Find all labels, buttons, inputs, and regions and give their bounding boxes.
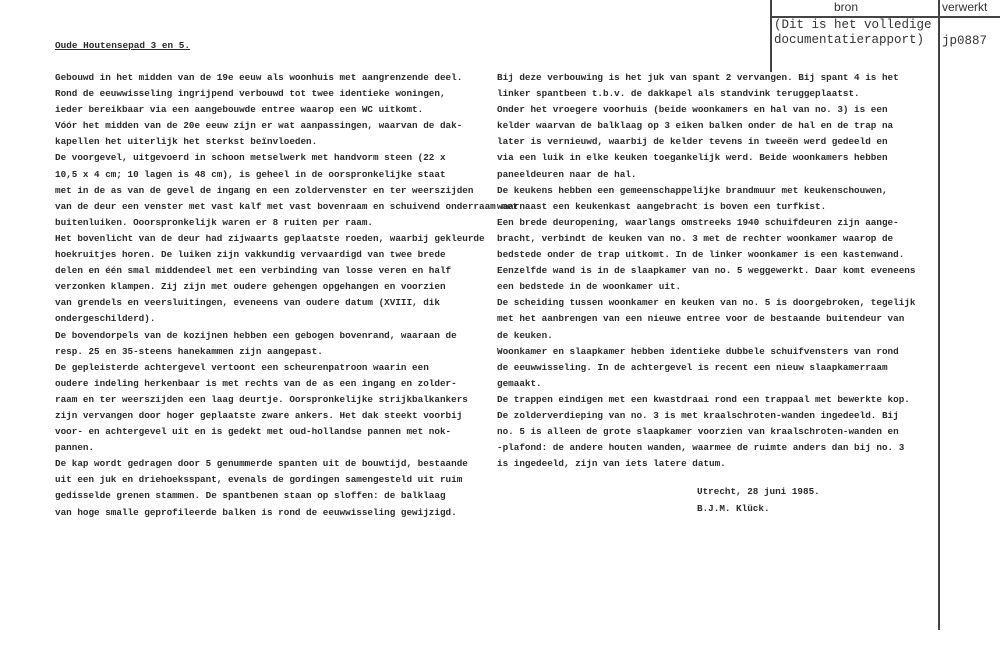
text-line: ondergeschilderd). <box>55 313 156 325</box>
text-line: verzonken klampen. Zij zijn met oudere gehengen opgehangen en voorzien <box>55 281 446 293</box>
text-line: waarnaast een keukenkast aangebracht is boven een turfkist. <box>497 200 827 212</box>
text-line: van grendels en veersluitingen, eveneens van oudere datum (XVIII, dik <box>55 297 440 309</box>
text-line: -plafond: de andere houten wanden, waarmee de ruimte anders dan bij no. 3 <box>497 442 905 454</box>
text-line: later is vernieuwd, waarbij de kelder tevens in tweeën werd gedeeld en <box>497 136 888 148</box>
text-line: 10,5 x 4 cm; 10 lagen is 48 cm), is geheel in de oorspronkelijke staat <box>55 168 446 180</box>
text-line: uit een juk en driehoeksspant, evenals de gordingen samengesteld uit ruim <box>55 474 463 486</box>
text-line: gemaakt. <box>497 377 542 389</box>
text-line: Rond de eeuwwisseling ingrijpend verbouwd tot twee identieke woningen, <box>55 88 446 100</box>
text-line: van hoge smalle geprofileerde balken is rond de eeuwwisseling gewijzigd. <box>55 506 457 518</box>
stamp-verwerkt-text: jp0887 <box>942 34 988 48</box>
text-line: gedisselde grenen stammen. De spantbenen staan op sloffen: de balklaag <box>55 490 446 502</box>
author-signature: B.J.M. Klück. <box>697 503 770 514</box>
place-date: Utrecht, 28 juni 1985. <box>697 486 820 497</box>
text-line: Het bovenlicht van de deur had zijwaarts geplaatste roeden, waarbij gekleurde <box>55 232 485 244</box>
text-line: kelder waarvan de balklaag op 3 eiken balken onder de hal en de trap na <box>497 120 894 132</box>
text-line: Vóór het midden van de 20e eeuw zijn er wat aanpassingen, waarvan de dak- <box>55 120 463 132</box>
text-line: Gebouwd in het midden van de 19e eeuw als woonhuis met aangrenzende deel. <box>55 72 463 83</box>
text-line: hoekruitjes horen. De luiken zijn vakkundig vervaardigd van twee brede <box>55 249 446 261</box>
text-line: De keukens hebben een gemeenschappelijke brandmuur met keukenschouwen, <box>497 184 888 196</box>
text-line: Bij deze verbouwing is het juk van spant 2 vervangen. Bij spant 4 is het <box>497 72 899 83</box>
text-line: ieder bereikbaar via een aangebouwde entree waarop een WC uitkomt. <box>55 104 424 116</box>
text-line: een bedstede in de woonkamer uit. <box>497 281 682 293</box>
text-line: raam en ter weerszijden een laag deurtje. Oorspronkelijke strijkbalkankers <box>55 393 468 405</box>
document-title: Oude Houtensepad 3 en 5. <box>55 40 191 51</box>
text-line: De scheiding tussen woonkamer en keuken van no. 5 is doorgebroken, tegelijk <box>497 297 916 309</box>
text-line: de eeuwwisseling. In de achtergevel is recent een nieuw slaapkamerraam <box>497 361 888 373</box>
text-line: met in de as van de gevel de ingang en een zoldervenster en ter weerszijden <box>55 184 474 196</box>
text-line: bracht, verbindt de keuken van no. 3 met de rechter woonkamer waarop de <box>497 232 894 244</box>
text-line: delen en één smal middendeel met een verbinding van losse veren en half <box>55 265 452 277</box>
text-line: is ingedeeld, zijn van iets latere datum. <box>497 458 726 470</box>
text-line: de keuken. <box>497 329 553 341</box>
text-line: oudere indeling herkenbaar is met rechts van de as een ingang en zolder- <box>55 377 457 389</box>
text-line: De zolderverdieping van no. 3 is met kraalschroten-wanden ingedeeld. Bij <box>497 409 899 421</box>
stamp-bron-text: (Dit is het volledige documentatierapport) <box>774 18 932 47</box>
text-line: resp. 25 en 35-steens hanekammen zijn aangepast. <box>55 345 323 357</box>
stamp-verwerkt-label: verwerkt <box>942 0 988 14</box>
text-line: De trappen eindigen met een kwastdraai rond een trappaal met bewerkte kop. <box>497 393 910 405</box>
text-line: De bovendorpels van de kozijnen hebben een gebogen bovenrand, waaraan de <box>55 329 457 341</box>
text-line: paneeldeuren naar de hal. <box>497 168 637 180</box>
text-line: Woonkamer en slaapkamer hebben identieke dubbele schuifvensters van rond <box>497 345 899 357</box>
right-column-text <box>497 70 915 472</box>
text-line: Onder het vroegere voorhuis (beide woonkamers en hal van no. 3) is een <box>497 104 888 116</box>
stamp-bron-label: bron <box>834 0 859 14</box>
text-line: met het aanbrengen van een nieuwe entree voor de bestaande buitendeur van <box>497 313 905 325</box>
text-line: voor- en achtergevel uit en is gedekt met oud-hollandse pannen met nok- <box>55 426 452 438</box>
text-line: no. 5 is alleen de grote slaapkamer voorzien van kraalschroten-wanden en <box>497 426 899 438</box>
text-line: Eenzelfde wand is in de slaapkamer van no. 5 weggewerkt. Daar komt eveneens <box>497 265 916 277</box>
text-line: buitenluiken. Ooorspronkelijk waren er 8 ruiten per raam. <box>55 216 374 228</box>
text-line: pannen. <box>55 442 95 454</box>
stamp-left-border <box>770 0 772 72</box>
text-line: De kap wordt gedragen door 5 genummerde spanten uit de bouwtijd, bestaande <box>55 458 468 470</box>
stamp-divider <box>938 0 940 630</box>
text-line: via een luik in elke keuken toegankelijk werd. Beide woonkamers hebben <box>497 152 888 164</box>
text-line: De voorgevel, uitgevoerd in schoon metselwerk met handvorm steen (22 x <box>55 152 446 164</box>
left-column-text <box>55 70 518 521</box>
text-line: zijn vervangen door hoger geplaatste zware ankers. Het dak steekt voorbij <box>55 409 463 421</box>
text-line: linker spantbeen t.b.v. de dakkapel als standvink teruggeplaatst. <box>497 88 860 100</box>
text-line: De gepleisterde achtergevel vertoont een scheurenpatroon waarin een <box>55 361 429 373</box>
text-line: kapellen het uiterlijk het sterkst beïnvloeden. <box>55 136 318 148</box>
text-line: Een brede deuropening, waarlangs omstreeks 1940 schuifdeuren zijn aange- <box>497 216 899 228</box>
text-line: van de deur een venster met vast kalf met vast bovenraam en schuivend onderraam met <box>55 200 519 212</box>
text-line: bedstede onder de trap uitkomt. In de linker woonkamer is een kastenwand. <box>497 249 905 261</box>
